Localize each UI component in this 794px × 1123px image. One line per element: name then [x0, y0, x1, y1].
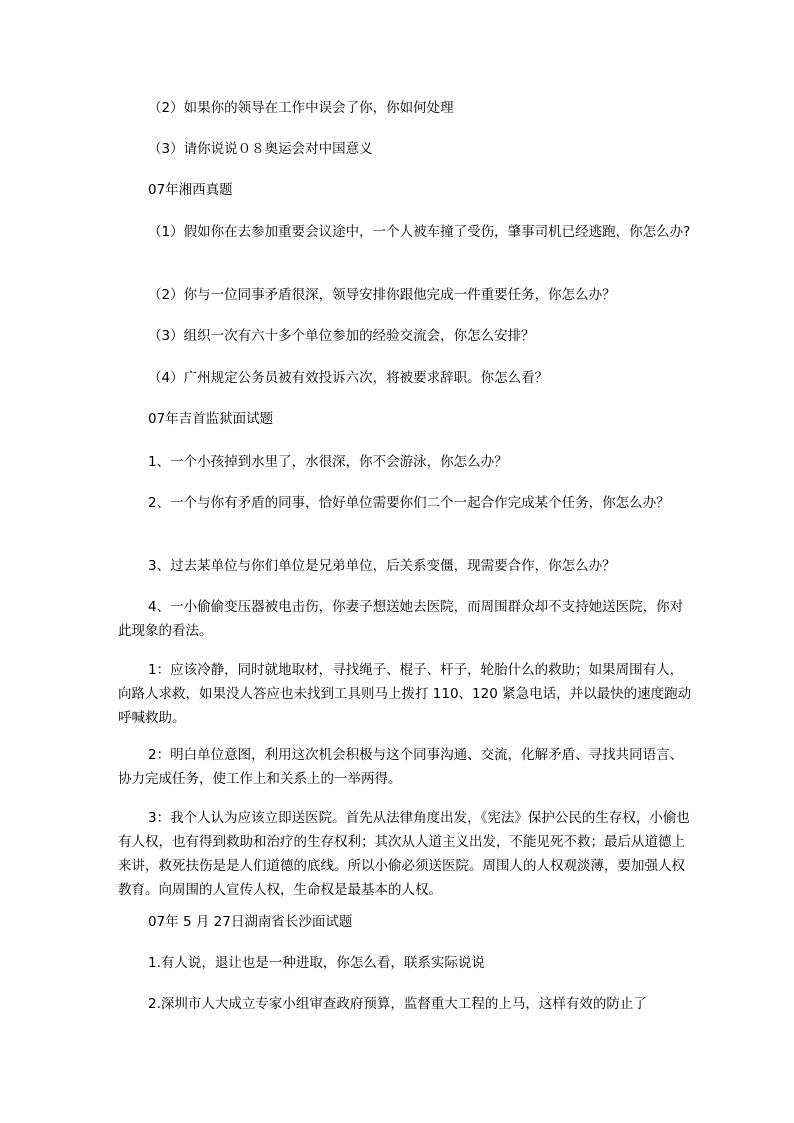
question-paragraph: （2）如果你的领导在工作中误会了你，你如何处理	[148, 100, 454, 116]
question-paragraph: 3、过去某单位与你们单位是兄弟单位，后关系变僵，现需要合作，你怎么办？	[148, 558, 616, 574]
section-heading: 07年湘西真题	[148, 182, 233, 198]
answer-paragraph: 3：我个人认为应该立即送医院。首先从法律角度出发，《宪法》保护公民的生存权，小偷也有人权，也有得到救助和治疗的生存权利；其次从人道主义出发，不能见死不救；最后从道德上来讲，救死扶伤是是人们道德的底线。所以小偷必须送医院。周围人的人权观淡薄，要加强人权教育。向周围的人宣传人权，生命权是最基本的人权。	[118, 810, 690, 898]
question-paragraph: 2.深圳市人大成立专家小组审查政府预算，监督重大工程的上马，这样有效的防止了	[148, 996, 647, 1012]
question-paragraph: 1.有人说，退让也是一种进取，你怎么看，联系实际说说	[148, 955, 485, 971]
question-paragraph: 1、一个小孩掉到水里了，水很深，你不会游泳，你怎么办？	[148, 454, 508, 470]
question-paragraph: （3）请你说说０８奥运会对中国意义	[148, 141, 373, 157]
section-heading: 07年吉首监狱面试题	[148, 411, 274, 427]
question-paragraph: （3）组织一次有六十多个单位参加的经验交流会，你怎么安排？	[148, 328, 535, 344]
answer-paragraph: 1：应该冷静，同时就地取材，寻找绳子、棍子、杆子，轮胎什么的救助；如果周围有人，向路人求救，如果没人答应也未找到工具则马上拨打 110、120 紧急电话，并以最快的速度跑动呼喊救助。	[118, 662, 692, 726]
question-paragraph: （2）你与一位同事矛盾很深，领导安排你跟他完成一件重要任务，你怎么办？	[148, 287, 616, 303]
section-heading: 07年 5 月 27日湖南省长沙面试题	[148, 914, 353, 930]
question-paragraph: （4）广州规定公务员被有效投诉六次，将被要求辞职。你怎么看？	[148, 370, 549, 386]
question-paragraph: 2、一个与你有矛盾的同事，恰好单位需要你们二个一起合作完成某个任务，你怎么办？	[148, 495, 670, 511]
question-paragraph: （1）假如你在去参加重要会议途中，一个人被车撞了受伤，肇事司机已经逃跑，你怎么办?	[148, 224, 691, 240]
question-paragraph: 4、一小偷偷变压器被电击伤，你妻子想送她去医院，而周围群众却不支持她送医院，你对此现象的看法。	[118, 599, 684, 639]
answer-paragraph: 2：明白单位意图，利用这次机会积极与这个同事沟通、交流，化解矛盾、寻找共同语言、协力完成任务，使工作上和关系上的一举两得。	[118, 747, 684, 787]
